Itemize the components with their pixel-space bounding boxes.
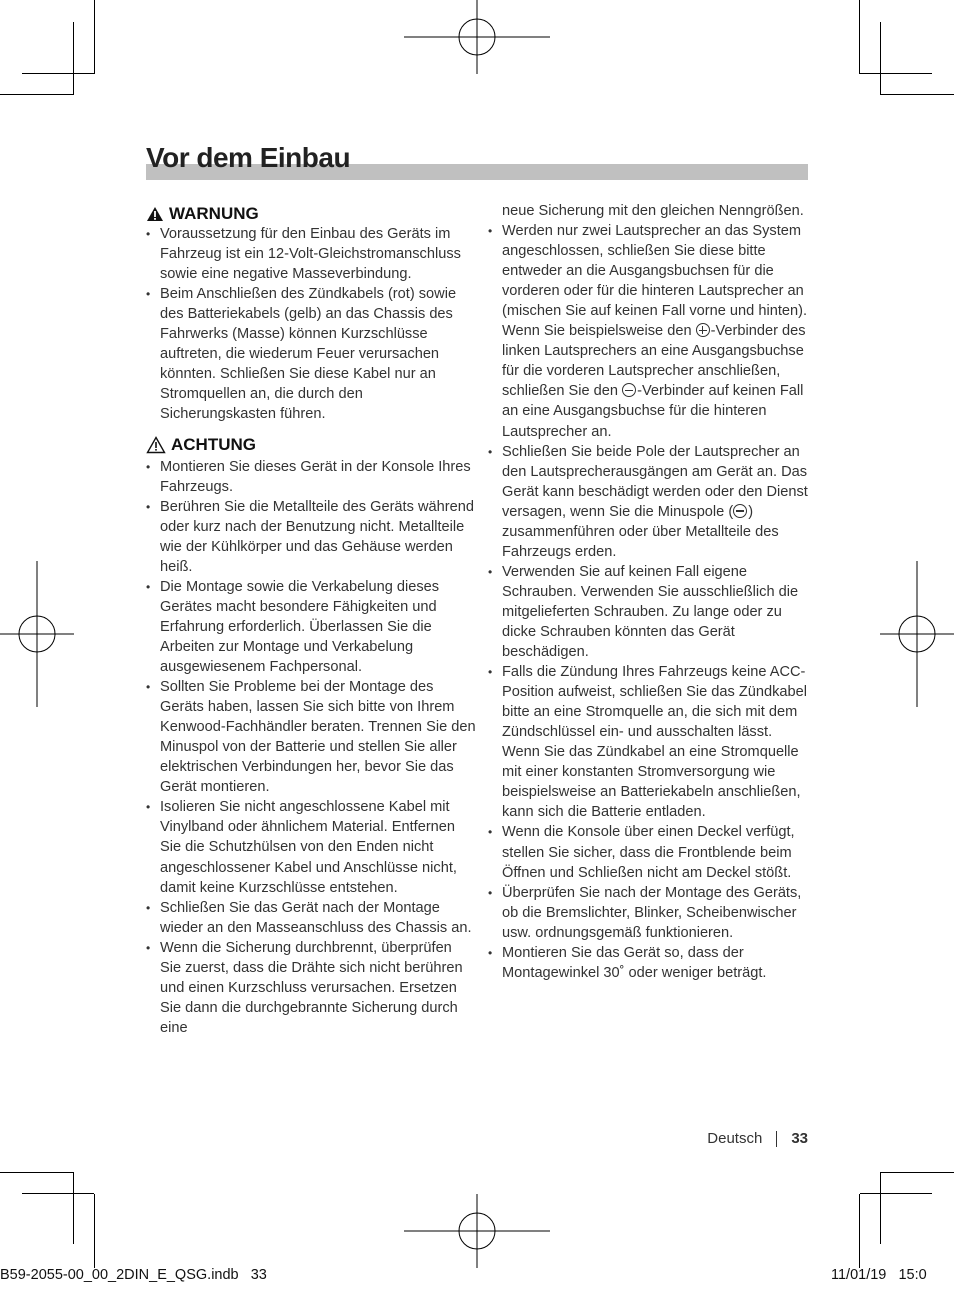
crop-mark (880, 22, 881, 94)
text-segment: Schließen Sie beide Pole der Lautsprecher an den Lautsprecherausgängen am Gerät an. Das Gerät kann beschädigt werden oder den Dienst versagen, wenn Sie die Minuspole ( (502, 443, 808, 520)
list-item-continuation: neue Sicherung mit den gleichen Nenngrößen. (502, 203, 804, 219)
text-segment: Werden nur zwei Lautsprecher an das System angeschlossen, schließen Sie diese bitte entweder an die Ausgangsbuchsen für die vorderen oder für die hinteren Lautsprecher an (mischen Sie auf keinen Fall vorne und hinten). Wenn Sie beispielsweise den (502, 223, 808, 340)
list-item (488, 221, 813, 442)
crop-mark (860, 73, 932, 74)
list-item: • Isolieren Sie nicht angeschlossene Kabel mit Vinylband oder ähnlichem Material. Entfernen Sie die Schutzhülsen von den Enden nicht angeschlossener Kabel und Anschlüsse nicht, damit keine Kurzschlüsse entstehen. (146, 797, 476, 897)
crop-mark (859, 1194, 860, 1268)
registration-mark-icon (404, 1194, 550, 1268)
crop-mark (0, 1172, 74, 1173)
text-segment: -Verbinder auf keinen Fall an eine Ausgangsbuchse für die hinteren Lautsprecher an. (502, 383, 804, 440)
list-item: • Verwenden Sie auf keinen Fall eigene Schrauben. Verwenden Sie ausschließlich die mitgelieferten Schrauben. Zu lange oder zu dicke Schrauben könnten das Gerät beschädigen. (488, 562, 813, 662)
crop-mark (880, 1172, 881, 1244)
caution-icon (146, 436, 166, 454)
list-item: • Montieren Sie dieses Gerät in der Konsole Ihres Fahrzeugs. (146, 457, 476, 497)
footer-language: Deutsch (707, 1130, 763, 1147)
crop-mark (22, 1193, 94, 1194)
crop-mark (73, 1172, 74, 1244)
minus-terminal-icon (733, 504, 747, 518)
list-item: • Wenn die Konsole über einen Deckel verfügt, stellen Sie sicher, dass die Frontblende beim Öffnen und Schließen nicht am Deckel stößt. (488, 822, 813, 882)
left-column (146, 204, 476, 1038)
crop-mark (22, 73, 94, 74)
caution-heading-text: ACHTUNG (171, 434, 256, 454)
registration-mark-icon (0, 561, 74, 707)
right-column (488, 201, 813, 983)
warning-heading-text: WARNUNG (169, 204, 259, 223)
list-item (488, 442, 813, 562)
caution-list (146, 457, 476, 1038)
registration-mark-icon (404, 0, 550, 74)
print-slug-date: 11/01/19 15:0 (831, 1267, 927, 1283)
list-item: • Beim Anschließen des Zündkabels (rot) sowie des Batteriekabels (gelb) an das Chassis des Fahrwerks (Masse) können Kurzschlüsse auftreten, die wiederum Feuer verursachen könnten. Schließen Sie diese Kabel nur an Stromquellen an, die durch den Sicherungskasten führen. (146, 284, 476, 424)
crop-mark (859, 0, 860, 74)
registration-mark-icon (880, 561, 954, 707)
page-footer (707, 1130, 808, 1147)
warning-heading (146, 204, 476, 224)
list-item: • Montieren Sie das Gerät so, dass der Montagewinkel 30˚ oder weniger beträgt. (488, 943, 813, 983)
list-item: • Berühren Sie die Metallteile des Geräts während oder kurz nach der Benutzung nicht. Metallteile wie der Kühlkörper und das Gehäuse werden heiß. (146, 497, 476, 577)
page-number: 33 (791, 1130, 808, 1147)
footer-divider (776, 1131, 777, 1147)
list-item: • Voraussetzung für den Einbau des Geräts im Fahrzeug ist ein 12-Volt-Gleichstromanschluss sowie eine negative Masseverbindung. (146, 224, 476, 284)
crop-mark (880, 94, 954, 95)
minus-terminal-icon (622, 383, 636, 397)
list-item: • Wenn die Sicherung durchbrennt, überprüfen Sie zuerst, dass die Drähte sich nicht berühren und einen Kurzschluss verursachen. Ersetzen Sie dann die durchgebrannte Sicherung durch eine (146, 938, 476, 1038)
crop-mark (0, 94, 74, 95)
text-segment: ) zusammenführen oder über Metallteile des Fahrzeugs erden. (502, 503, 779, 560)
text-segment: -Verbinder des linken Lautsprechers an eine Ausgangsbuchse für die vorderen Lautsprecher anschließen, schließen Sie den (502, 323, 806, 400)
crop-mark (880, 1172, 954, 1173)
list-item: • Schließen Sie das Gerät nach der Montage wieder an den Masseanschluss des Chassis an. (146, 898, 476, 938)
list-item: • Die Montage sowie die Verkabelung dieses Gerätes macht besondere Fähigkeiten und Erfahrung erforderlich. Überlassen Sie die Arbeiten zur Montage und Verkabelung ausgewiesenem Fachpersonal. (146, 577, 476, 677)
warning-icon (146, 206, 164, 222)
page-title: Vor dem Einbau (146, 142, 351, 173)
crop-mark (94, 1194, 95, 1268)
list-item: • Falls die Zündung Ihres Fahrzeugs keine ACC-Position aufweist, schließen Sie das Zündkabel bitte an eine Stromquelle an, die sich mit dem Zündschlüssel ein- und ausschalten lässt. Wenn Sie das Zündkabel an eine Stromquelle mit einer konstanten Stromversorgung wie beispielsweise an Batteriekabeln anschließen, kann sich die Batterie entladen. (488, 662, 813, 822)
plus-terminal-icon (696, 323, 710, 337)
crop-mark (94, 0, 95, 74)
crop-mark (860, 1193, 932, 1194)
list-item: • Überprüfen Sie nach der Montage des Geräts, ob die Bremslichter, Blinker, Scheibenwischer usw. ordnungsgemäß funktionieren. (488, 883, 813, 943)
caution-heading (146, 435, 476, 455)
print-slug-file: B59-2055-00_00_2DIN_E_QSG.indb 33 (0, 1267, 267, 1283)
list-item: • Sollten Sie Probleme bei der Montage des Geräts haben, lassen Sie sich bitte von Ihrem Kenwood-Fachhändler beraten. Trennen Sie den Minuspol von der Batterie und stellen Sie aller elektrischen Verbindungen her, bevor Sie das Gerät montieren. (146, 677, 476, 797)
warning-list (146, 224, 476, 424)
caution-list-continued (488, 221, 813, 983)
crop-mark (73, 22, 74, 94)
